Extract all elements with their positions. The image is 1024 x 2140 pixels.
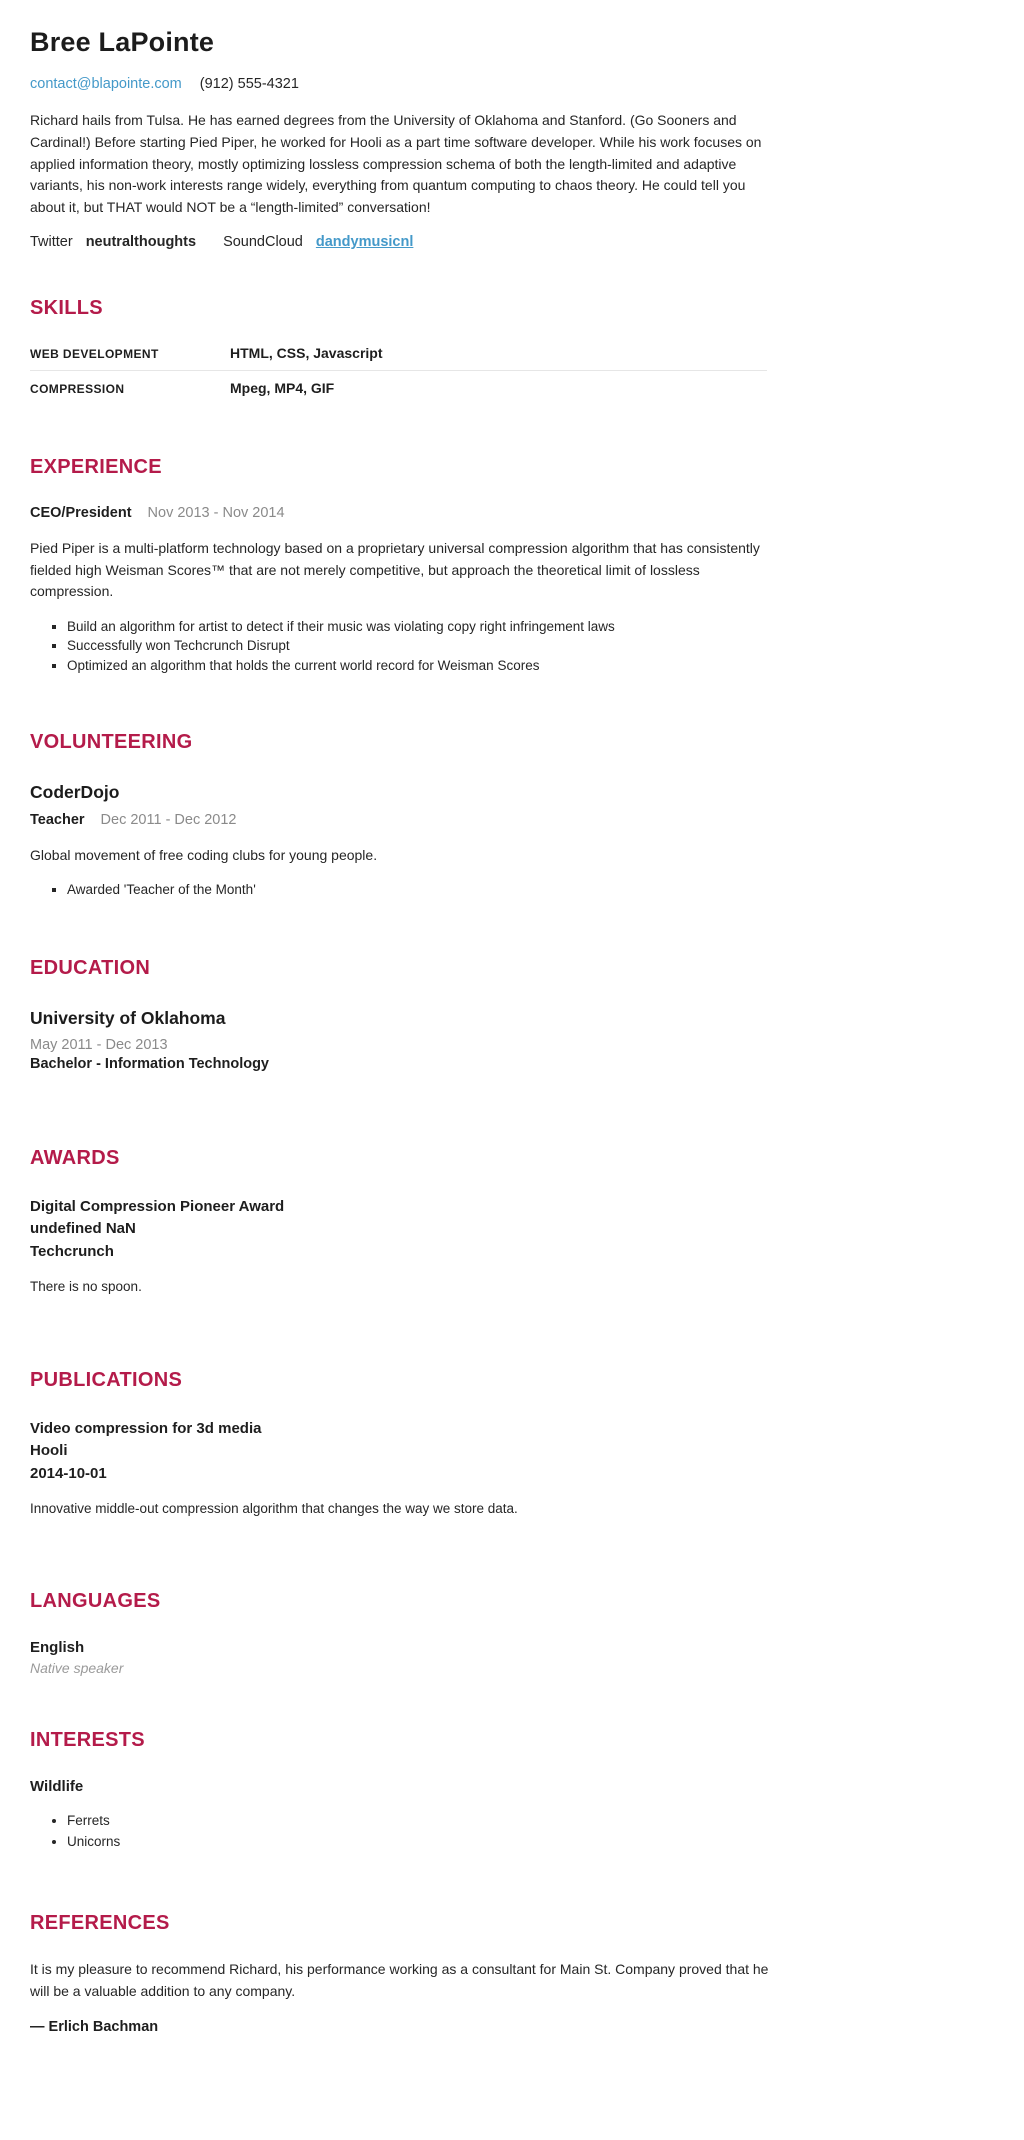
publications-section-title: PUBLICATIONS (30, 1368, 183, 1391)
profile-username-soundcloud-link[interactable]: dandymusicnl (315, 233, 414, 250)
award-date: undefined NaN (30, 1220, 136, 1238)
section-awards (30, 1146, 770, 1298)
section-education (30, 956, 770, 1072)
section-skills (30, 296, 770, 405)
summary-text: Richard hails from Tulsa. He has earned degrees from the University of Oklahoma and Stanford. (Go Sooners and Cardinal!) Before starting Pied Piper, he worked for Hooli as a part time software developer. While his work focuses on applied information theory, mostly optimizing lossless compression schema of both the length-limited and adaptive variants, his non-work interests range widely, everything from quantum computing to chaos theory. He could tell you about it, but THAT would NOT be a “length-limited” conversation! (30, 112, 762, 216)
interest-keyword-item: • Unicorns (67, 1832, 770, 1853)
volunteer-job-header (30, 812, 770, 828)
experience-job-header (30, 505, 770, 521)
section-languages (30, 1589, 770, 1676)
phone-number: (912) 555-4321 (199, 76, 299, 93)
section-interests (30, 1728, 770, 1853)
interests-section-title: INTERESTS (30, 1729, 145, 1752)
job-highlight-item: ▪ Build an algorithm for artist to detect if their music was violating copy right infringement laws (67, 617, 770, 637)
reference-name: — Erlich Bachman (30, 2018, 159, 2035)
interest-name: Wildlife (30, 1778, 84, 1796)
publication-date: 2014-10-01 (30, 1464, 107, 1482)
education-institution: University of Oklahoma (30, 1007, 226, 1028)
skill-keywords: HTML, CSS, Javascript (230, 344, 383, 361)
skill-keywords: Mpeg, MP4, GIF (230, 379, 335, 396)
skills-table (30, 336, 767, 405)
volunteer-dates: Dec 2011 - Dec 2012 (100, 811, 237, 828)
publication-summary: Innovative middle-out compression algorithm that changes the way we store data. (30, 1501, 518, 1517)
volunteer-highlight-item: ▪ Awarded 'Teacher of the Month' (67, 880, 770, 900)
award-entry (30, 1196, 770, 1264)
interest-keyword-item: • Ferrets (67, 1811, 770, 1832)
section-publications (30, 1368, 770, 1520)
skill-row-compression (30, 370, 767, 405)
profile-network-twitter: Twitter (30, 233, 73, 250)
education-dates: May 2011 - Dec 2013 (30, 1036, 168, 1053)
profile-network-soundcloud: SoundCloud (223, 233, 303, 250)
languages-section-title: LANGUAGES (30, 1590, 161, 1613)
resume-header (30, 26, 770, 250)
volunteer-summary: Global movement of free coding clubs for young people. (30, 846, 378, 863)
section-references (30, 1911, 770, 2034)
skills-section-title: SKILLS (30, 296, 103, 319)
awards-section-title: AWARDS (30, 1146, 120, 1169)
education-section-title: EDUCATION (30, 956, 151, 979)
skill-row-web-development (30, 336, 767, 370)
language-fluency: Native speaker (30, 1660, 124, 1677)
job-highlights-list (30, 617, 770, 676)
publication-name: Video compression for 3d media (30, 1419, 262, 1437)
job-summary: Pied Piper is a multi-platform technology based on a proprietary universal compression algorithm that has consistently fielded high Weisman Scores™ that are not merely competitive, but approach the theoretical limit of lossless compression. (30, 539, 760, 600)
section-volunteering (30, 730, 770, 900)
volunteer-organization: CoderDojo (30, 781, 120, 802)
profile-username-twitter: neutralthoughts (85, 233, 197, 250)
job-highlight-item: ▪ Successfully won Techcrunch Disrupt (67, 636, 770, 656)
experience-section-title: EXPERIENCE (30, 455, 162, 478)
references-section-title: REFERENCES (30, 1912, 170, 1935)
award-awarder: Techcrunch (30, 1242, 114, 1260)
award-title: Digital Compression Pioneer Award (30, 1197, 285, 1215)
interest-keywords-list (30, 1811, 770, 1853)
volunteer-position: Teacher (30, 811, 85, 828)
skill-name: COMPRESSION (30, 381, 125, 396)
volunteering-section-title: VOLUNTEERING (30, 730, 193, 753)
section-experience (30, 455, 770, 676)
job-highlight-item: ▪ Optimized an algorithm that holds the current world record for Weisman Scores (67, 656, 770, 676)
reference-text: It is my pleasure to recommend Richard, his performance working as a consultant for Main St. Company proved that he will be a valuable addition to any company. (30, 1961, 769, 1999)
person-name: Bree LaPointe (30, 27, 215, 57)
job-position: CEO/President (30, 504, 132, 521)
contact-row (30, 76, 770, 92)
volunteer-highlights-list (30, 880, 770, 900)
publication-publisher: Hooli (30, 1442, 68, 1460)
email-link[interactable]: contact@blapointe.com (30, 76, 182, 93)
job-dates: Nov 2013 - Nov 2014 (147, 504, 285, 521)
education-degree: Bachelor - Information Technology (30, 1055, 269, 1072)
profiles-row (30, 234, 770, 250)
award-summary: There is no spoon. (30, 1279, 142, 1295)
skill-name: WEB DEVELOPMENT (30, 346, 159, 361)
language-name: English (30, 1639, 85, 1657)
publication-entry (30, 1418, 770, 1486)
